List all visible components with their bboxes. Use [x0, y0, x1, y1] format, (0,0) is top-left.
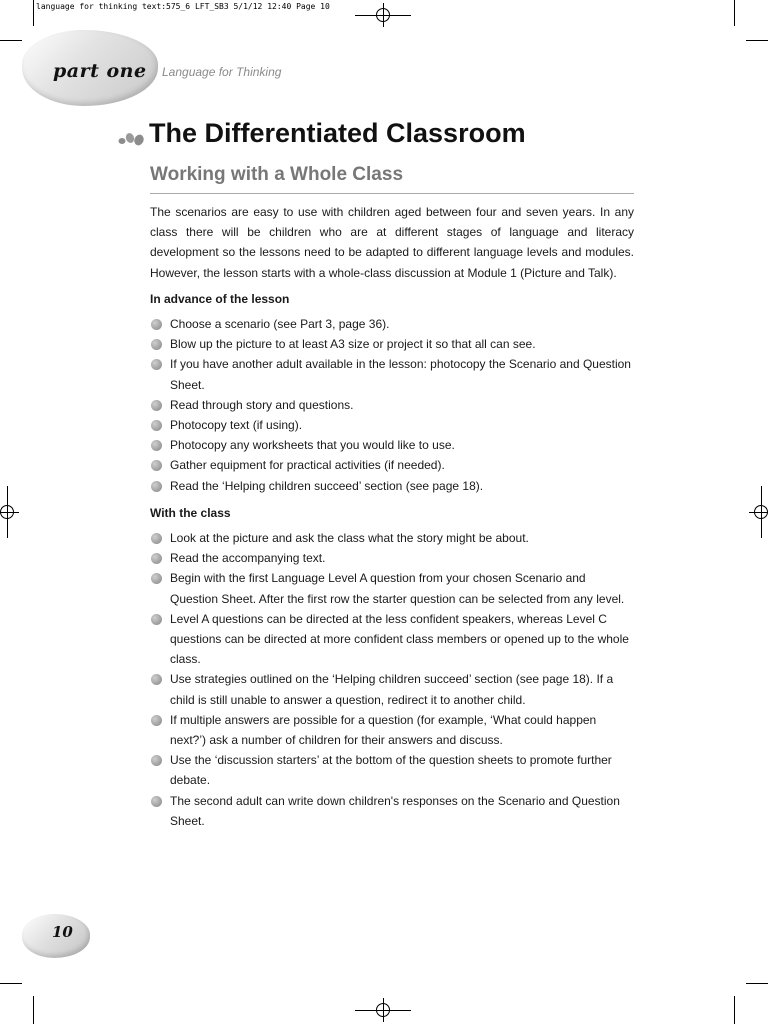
crop-mark-bottom-right-h [746, 983, 768, 984]
crop-mark-top-right-h [746, 40, 768, 41]
crop-mark-top-right-v [734, 0, 735, 26]
list-item-text: Use the ‘discussion starters’ at the bottom of the question sheets to promote further debate. [170, 753, 612, 788]
leaf-cluster-icon [117, 131, 145, 147]
list-item-text: If you have another adult available in the lesson: photocopy the Scenario and Question Sheet. [170, 357, 631, 392]
list-item-text: Begin with the first Language Level A question from your chosen Scenario and Question Sheet. After the first row the starter question can be selected from any level. [170, 571, 625, 606]
registration-line-top [355, 15, 411, 16]
bullet-icon [151, 796, 162, 807]
registration-line-bottom [355, 1010, 411, 1011]
bullet-icon [151, 440, 162, 451]
list-item-text: Blow up the picture to at least A3 size or project it so that all can see. [170, 337, 536, 352]
list-item [150, 528, 634, 548]
bullet-list [150, 314, 634, 496]
list-item [150, 395, 634, 415]
bullet-icon [151, 755, 162, 766]
registration-line-left [7, 486, 8, 538]
bullet-icon [151, 359, 162, 370]
bullet-icon [151, 481, 162, 492]
list-item [150, 750, 634, 790]
list-item-text: Photocopy text (if using). [170, 418, 303, 433]
list-item [150, 710, 634, 750]
list-item-text: Gather equipment for practical activities (if needed). [170, 458, 445, 473]
list-item-text: Choose a scenario (see Part 3, page 36). [170, 317, 390, 332]
list-item-text: Look at the picture and ask the class what the story might be about. [170, 531, 529, 546]
list-item-text: If multiple answers are possible for a question (for example, ‘What could happen next?’) ask a number of children for their answers and discuss. [170, 712, 597, 748]
crop-mark-bottom-left-v [33, 996, 34, 1024]
bullet-icon [151, 573, 162, 584]
bullet-icon [151, 339, 162, 350]
bullet-list [150, 528, 634, 831]
page-number: 10 [52, 923, 73, 941]
crop-mark-bottom-left-h [0, 983, 22, 984]
list-item [150, 669, 634, 709]
bullet-icon [151, 533, 162, 544]
list-item [150, 354, 634, 394]
bullet-icon [151, 715, 162, 726]
list-item [150, 314, 634, 334]
body-content [150, 202, 634, 838]
list-item [150, 334, 634, 354]
intro-paragraph: The scenarios are easy to use with children aged between four and seven years. In any class there will be children who are at different stages of language and literacy development so the lessons need to be adapted to different language levels and modules. However, the lesson starts with a whole-class discussion at Module 1 (Picture and Talk). [150, 205, 634, 280]
bullet-icon [151, 400, 162, 411]
running-head: Language for Thinking [162, 65, 282, 79]
crop-mark-bottom-right-v [734, 996, 735, 1024]
list-item [150, 568, 634, 608]
section-with-class [150, 503, 634, 831]
list-item [150, 548, 634, 568]
list-item [150, 609, 634, 670]
section-advance [150, 289, 634, 496]
bullet-icon [151, 319, 162, 330]
list-item-text: Read through story and questions. [170, 397, 354, 412]
bullet-icon [151, 674, 162, 685]
bullet-icon [151, 553, 162, 564]
list-item-text: Level A questions can be directed at the less confident speakers, whereas Level C questions can be directed at more confident class members or opened up to the whole class. [170, 611, 629, 667]
section-heading: In advance of the lesson [150, 291, 290, 306]
part-label: part one [53, 60, 147, 82]
crop-mark-top-left-v [33, 0, 34, 26]
page-title: The Differentiated Classroom [149, 118, 526, 148]
bullet-icon [151, 460, 162, 471]
crop-mark-top-left-h [0, 40, 22, 41]
bullet-icon [151, 420, 162, 431]
list-item-text: The second adult can write down children's responses on the Scenario and Question Sheet. [170, 793, 620, 828]
list-item [150, 435, 634, 455]
list-item-text: Read the ‘Helping children succeed’ section (see page 18). [170, 478, 484, 493]
list-item-text: Photocopy any worksheets that you would like to use. [170, 438, 455, 453]
page-subtitle: Working with a Whole Class [150, 164, 404, 185]
printer-slug-line: language for thinking text:575_6 LFT_SB3 5/1/12 12:40 Page 10 [36, 2, 330, 11]
list-item-text: Read the accompanying text. [170, 551, 326, 566]
subtitle-divider [150, 193, 634, 194]
list-item [150, 476, 634, 496]
registration-line-right [761, 486, 762, 538]
list-item-text: Use strategies outlined on the ‘Helping children succeed’ section (see page 18). If a child is still unable to answer a question, redirect it to another child. [170, 672, 614, 707]
bullet-icon [151, 614, 162, 625]
list-item [150, 791, 634, 831]
list-item [150, 455, 634, 475]
list-item [150, 415, 634, 435]
section-heading: With the class [150, 505, 231, 520]
